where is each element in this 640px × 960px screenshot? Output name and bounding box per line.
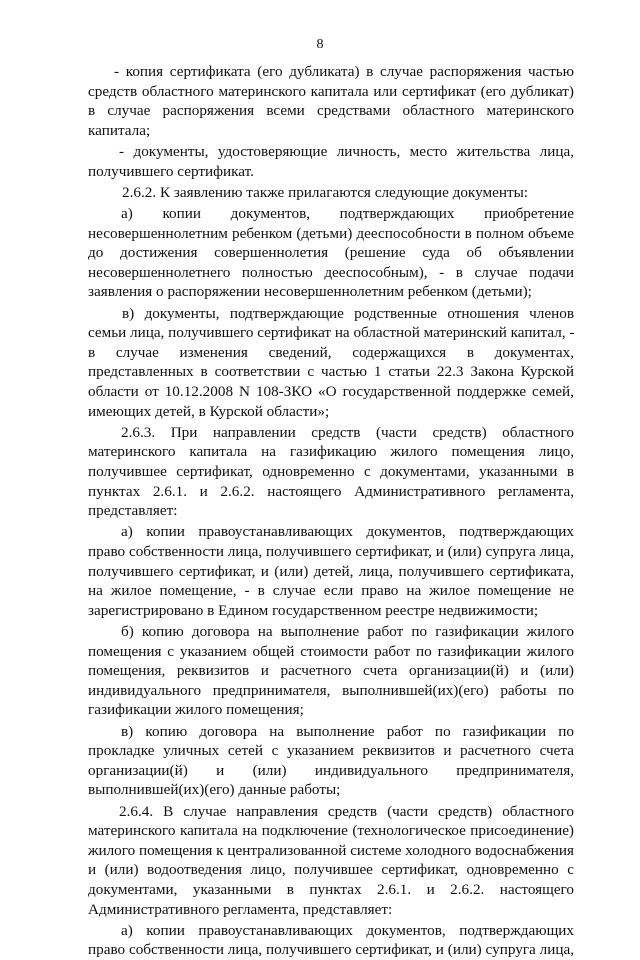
section-heading: 2.6.3. При направлении средств (части средств) областного [121, 423, 574, 441]
text-line: материнского капитала на газификацию жилого помещения лицо, [88, 443, 574, 461]
text-line: Административного регламента, представляет: [88, 900, 393, 918]
text-line: право собственности лица, получившего сертификат, и (или) супруга лица, [88, 543, 574, 560]
text-line: а) копии правоустанавливающих документов, подтверждающих [121, 921, 574, 939]
text-line: организации(й) и (или) индивидуального предпринимателя, [88, 761, 574, 779]
text-line: б) копию договора на выполнение работ по газификации жилого [121, 623, 574, 640]
text-line: заявления о распоряжении несовершеннолетним ребенком (детьми); [88, 283, 532, 301]
page-number: 8 [316, 37, 324, 52]
text-line: индивидуального предпринимателя, выполнившей(их)(его) работы по [88, 681, 574, 699]
section-heading: 2.6.4. В случае направления средств (части средств) областного [119, 802, 574, 820]
text-line: газификации жилого помещения; [88, 701, 304, 719]
text-line: документами, указанными в пунктах 2.6.1. и 2.6.2. настоящего [88, 881, 574, 898]
text-line: а) копии правоустанавливающих документов, подтверждающих [121, 523, 574, 541]
text-line: в) копию договора на выполнение работ по газификации по [121, 722, 574, 740]
text-line: пунктах 2.6.1. и 2.6.2. настоящего Административного регламента, [88, 482, 574, 500]
text-line: до достижения совершеннолетия (решение суда об объявлении [88, 244, 574, 262]
text-line: средств областного материнского капитала или сертификат (его дубликат) [88, 82, 574, 100]
text-line: получившего сертификат, и (или) детей, лица, получившего сертификата, [88, 562, 574, 580]
text-line: выполнившей(их)(его) данные работы; [88, 781, 341, 799]
text-line: жилого помещения к централизованной системе холодного водоснабжения [88, 841, 574, 859]
text-line: зарегистрировано в Едином государственном реестре недвижимости; [88, 601, 539, 619]
text-line: области от 10.12.2008 N 108-ЗКО «О государственной поддержке семей, [88, 383, 574, 400]
text-line: - документы, удостоверяющие личность, место жительства лица, [119, 143, 574, 160]
text-line: капитала; [88, 121, 151, 139]
text-line: на жилое помещение, - в случае если право на жилое помещение не [88, 582, 574, 600]
text-line: имеющих детей, в Курской области»; [88, 402, 330, 420]
text-line: в случае распоряжения всеми средствами областного материнского [88, 102, 574, 120]
text-line: несовершеннолетним ребенком (детьми) дееспособности в полном объеме [88, 224, 574, 242]
text-line: получившее сертификат, одновременно с документами, указанными в [88, 463, 574, 480]
text-line: прокладке уличных сетей с указанием реквизитов и расчетного счета [88, 742, 574, 760]
text-line: семьи лица, получившего сертификат на областной материнский капитал, - [88, 324, 575, 342]
text-line: помещения, реквизитов и расчетного счета организации(й) и (или) [88, 662, 574, 680]
text-line: и (или) водоотведения лицо, получившее сертификат, одновременно с [88, 861, 574, 879]
text-line: несовершеннолетнего полностью дееспособным), - в случае подачи [88, 263, 574, 281]
text-line: представленных в соответствии с частью 1 статьи 22.3 Закона Курской [88, 363, 574, 381]
text-line: а) копии документов, подтверждающих приобретение [121, 205, 574, 222]
text-line: представляет: [88, 502, 178, 520]
text-line: в случае изменения сведений, содержащихся в документах, [88, 343, 574, 361]
text-line: получившего сертификат. [88, 162, 254, 180]
text-line: право собственности лица, получившего сертификат, и (или) супруга лица, [88, 941, 574, 959]
text-line: помещения с указанием общей стоимости работ по газификации жилого [88, 642, 574, 660]
section-heading: 2.6.2. К заявлению также прилагаются следующие документы: [122, 183, 529, 201]
text-line: материнского капитала на подключение (технологическое присоединение) [88, 822, 574, 840]
text-line: - копия сертификата (его дубликата) в случае распоряжения частью [114, 63, 574, 80]
text-line: в) документы, подтверждающие родственные отношения членов [122, 304, 574, 322]
